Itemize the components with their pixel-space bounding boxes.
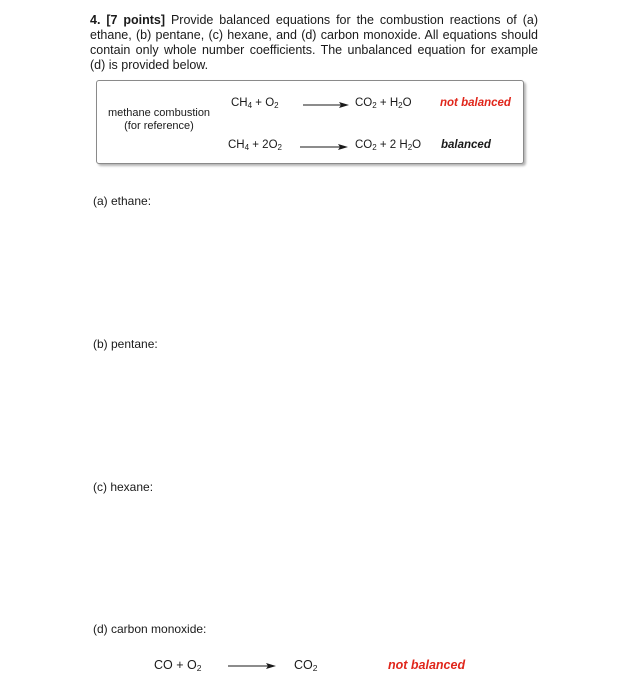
ref-unbalanced-reactants: $CH_4 + O_2$ [231,97,279,110]
d-equation-reactants: CO + $O_2$ [154,658,202,673]
question-body: Provide balanced equations for the combustion reactions of (a) ethane, (b) pentane, (c) hexane, and (d) carbon monoxide. All equations should contain only whole number coefficients. The unbalanced equation for example (d) is provided below. [90,13,538,72]
question-text [90,13,538,73]
part-b-label: (b) pentane: [93,337,158,351]
ref-unbalanced-status: not balanced [440,97,511,109]
question-number: 4. [7 points] [90,13,166,27]
ref-balanced-reactants: $CH_4 + 2O_2$ [228,139,282,152]
reference-label-line1: methane combustion [107,107,211,119]
ref-unbalanced-arrow-icon [303,100,349,110]
ref-balanced-status: balanced [441,139,491,151]
ref-balanced-products: $CO_2 + 2$ $H_2O$ [355,139,422,152]
part-a-label: (a) ethane: [93,194,152,208]
reference-label [103,107,215,133]
part-d-label: (d) carbon monoxide: [93,622,207,636]
d-equation-status: not balanced [388,658,466,672]
d-equation-arrow-icon [228,661,276,671]
reference-box [96,80,524,164]
ref-balanced-arrow-icon [300,142,348,152]
d-equation-products: $CO_2$ [294,658,318,673]
ref-unbalanced-products: $CO_2 + H_2O$ [355,97,412,110]
part-c-label: (c) hexane: [93,480,154,494]
reference-label-line2: (for reference) [124,120,194,132]
